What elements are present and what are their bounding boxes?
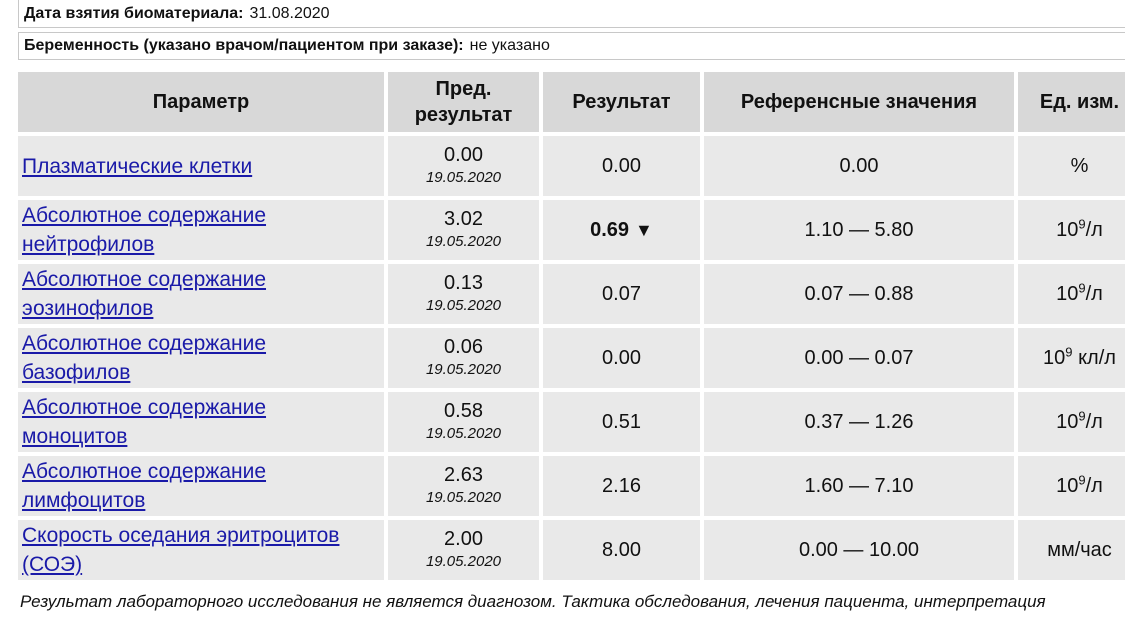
unit-cell (1018, 136, 1125, 196)
pregnancy-label: Беременность (указано врачом/пациентом при заказе): (24, 37, 464, 54)
table-row (18, 392, 1125, 452)
unit-base: 10 (1056, 283, 1079, 305)
unit-cell (1018, 328, 1125, 388)
disclaimer-text: Результат лабораторного исследования не является диагнозом. Тактика обследования, лечения пациента, интерпретация (20, 592, 1046, 611)
reference-cell: 0.00 (704, 136, 1014, 196)
collection-date-label: Дата взятия биоматериала: (24, 4, 244, 22)
param-cell (18, 200, 384, 260)
result-cell (543, 456, 700, 516)
collection-date-row (18, 0, 1125, 28)
reference-cell: 0.37 — 1.26 (704, 392, 1014, 452)
result-cell (543, 328, 700, 388)
unit-exponent: 9 (1078, 280, 1086, 296)
unit-exponent: 9 (1078, 216, 1086, 232)
prev-result-value: 3.02 (444, 208, 483, 230)
unit-base: 10 (1056, 411, 1079, 433)
prev-result-cell (388, 392, 539, 452)
table-row (18, 200, 1125, 260)
param-cell (18, 136, 384, 196)
param-cell (18, 328, 384, 388)
unit-exponent: 9 (1078, 472, 1086, 488)
unit-suffix: /л (1085, 219, 1103, 241)
unit-suffix: /л (1085, 475, 1103, 497)
column-header-reference: Референсные значения (704, 72, 1014, 132)
prev-result-cell (388, 200, 539, 260)
result-value: 0.69 (590, 219, 630, 241)
table-row (18, 264, 1125, 324)
prev-result-cell (388, 328, 539, 388)
unit-base: 10 (1056, 219, 1079, 241)
unit-base: мм/час (1047, 539, 1112, 561)
result-value: 0.00 (602, 347, 641, 369)
column-header-param: Параметр (18, 72, 384, 132)
prev-result-cell (388, 264, 539, 324)
result-value: 8.00 (602, 539, 641, 561)
prev-result-date: 19.05.2020 (425, 233, 502, 250)
param-cell (18, 520, 384, 580)
reference-cell: 0.07 — 0.88 (704, 264, 1014, 324)
param-cell (18, 456, 384, 516)
prev-result-cell (388, 456, 539, 516)
param-link[interactable]: Абсолютное содержание моноцитов (22, 396, 267, 448)
prev-result-value: 2.00 (444, 528, 483, 550)
prev-result-cell (388, 520, 539, 580)
result-cell (543, 264, 700, 324)
result-value: 0.51 (602, 411, 641, 433)
table-body (18, 136, 1125, 580)
column-header-unit: Ед. изм. (1018, 72, 1125, 132)
unit-suffix: кл/л (1072, 347, 1116, 369)
param-link[interactable]: Плазматические клетки (22, 154, 253, 178)
param-cell (18, 392, 384, 452)
table-row (18, 520, 1125, 580)
unit-cell (1018, 264, 1125, 324)
result-value: 2.16 (602, 475, 641, 497)
prev-result-value: 2.63 (444, 464, 483, 486)
param-link[interactable]: Абсолютное содержание нейтрофилов (22, 204, 267, 256)
table-row (18, 328, 1125, 388)
result-cell (543, 200, 700, 260)
result-value: 0.07 (602, 283, 641, 305)
prev-result-date: 19.05.2020 (425, 425, 502, 442)
unit-exponent: 9 (1078, 408, 1086, 424)
result-cell (543, 520, 700, 580)
unit-exponent: 9 (1065, 344, 1073, 360)
unit-suffix: /л (1085, 411, 1103, 433)
result-cell (543, 136, 700, 196)
unit-cell (1018, 520, 1125, 580)
param-link[interactable]: Абсолютное содержание эозинофилов (22, 268, 267, 320)
column-header-prev: Пред. результат (388, 72, 539, 132)
reference-cell: 0.00 — 10.00 (704, 520, 1014, 580)
param-link[interactable]: Абсолютное содержание лимфоцитов (22, 460, 267, 512)
unit-base: 10 (1056, 475, 1079, 497)
unit-cell (1018, 392, 1125, 452)
prev-result-cell (388, 136, 539, 196)
collection-date-value: 31.08.2020 (249, 4, 330, 22)
unit-cell (1018, 456, 1125, 516)
pregnancy-value: не указано (469, 37, 550, 54)
column-header-result: Результат (543, 72, 700, 132)
unit-base: % (1070, 155, 1089, 177)
unit-base: 10 (1043, 347, 1066, 369)
prev-result-value: 0.06 (444, 336, 483, 358)
pregnancy-row (18, 32, 1125, 60)
result-value: 0.00 (602, 155, 641, 177)
result-cell (543, 392, 700, 452)
reference-cell: 1.60 — 7.10 (704, 456, 1014, 516)
param-cell (18, 264, 384, 324)
unit-suffix: /л (1085, 283, 1103, 305)
table-row (18, 136, 1125, 196)
prev-result-value: 0.13 (444, 272, 483, 294)
table-header-row (18, 72, 1125, 132)
table-row (18, 456, 1125, 516)
prev-result-date: 19.05.2020 (425, 169, 502, 186)
prev-result-value: 0.00 (444, 144, 483, 166)
param-link[interactable]: Скорость оседания эритроцитов (СОЭ) (22, 524, 340, 576)
prev-result-date: 19.05.2020 (425, 297, 502, 314)
below-range-arrow-icon: ▼ (635, 220, 653, 240)
results-table (14, 68, 1125, 584)
prev-result-date: 19.05.2020 (425, 553, 502, 570)
unit-cell (1018, 200, 1125, 260)
prev-result-date: 19.05.2020 (425, 489, 502, 506)
param-link[interactable]: Абсолютное содержание базофилов (22, 332, 267, 384)
prev-result-date: 19.05.2020 (425, 361, 502, 378)
reference-cell: 1.10 — 5.80 (704, 200, 1014, 260)
prev-result-value: 0.58 (444, 400, 483, 422)
reference-cell: 0.00 — 0.07 (704, 328, 1014, 388)
